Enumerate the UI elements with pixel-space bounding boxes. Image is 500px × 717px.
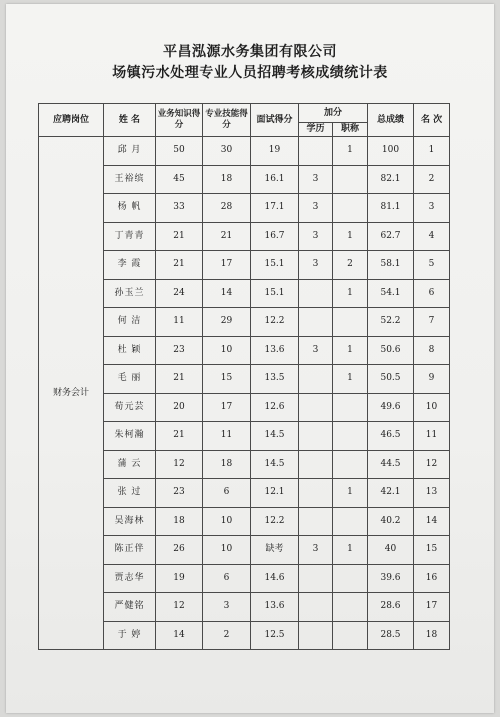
cell-total: 50.5 <box>368 365 414 394</box>
cell-professional-skill: 2 <box>203 621 251 650</box>
cell-interview: 12.2 <box>251 507 299 536</box>
cell-interview: 16.7 <box>251 222 299 251</box>
table-title: 场镇污水处理专业人员招聘考核成绩统计表 <box>112 65 388 81</box>
cell-total: 62.7 <box>368 222 414 251</box>
cell-rank: 15 <box>414 536 450 565</box>
cell-business-knowledge: 12 <box>156 450 203 479</box>
cell-professional-skill: 3 <box>203 593 251 622</box>
cell-professional-skill: 17 <box>203 251 251 280</box>
cell-business-knowledge: 21 <box>156 251 203 280</box>
cell-name: 吴海林 <box>104 507 156 536</box>
cell-business-knowledge: 24 <box>156 279 203 308</box>
cell-business-knowledge: 23 <box>156 479 203 508</box>
cell-total: 40.2 <box>368 507 414 536</box>
cell-name: 朱柯瀚 <box>104 422 156 451</box>
cell-rank: 3 <box>414 194 450 223</box>
cell-interview: 12.5 <box>251 621 299 650</box>
cell-business-knowledge: 26 <box>156 536 203 565</box>
cell-bonus-education: 3 <box>299 251 333 280</box>
cell-interview: 17.1 <box>251 194 299 223</box>
cell-total: 44.5 <box>368 450 414 479</box>
cell-rank: 6 <box>414 279 450 308</box>
cell-bonus-title <box>333 621 368 650</box>
cell-name: 何 洁 <box>104 308 156 337</box>
cell-interview: 12.6 <box>251 393 299 422</box>
cell-business-knowledge: 45 <box>156 165 203 194</box>
cell-interview: 19 <box>251 137 299 166</box>
cell-bonus-title <box>333 564 368 593</box>
cell-bonus-education: 3 <box>299 536 333 565</box>
header-professional-skill: 专业技能得分 <box>203 104 251 137</box>
cell-professional-skill: 17 <box>203 393 251 422</box>
cell-bonus-title: 1 <box>333 365 368 394</box>
cell-professional-skill: 21 <box>203 222 251 251</box>
cell-bonus-title <box>333 194 368 223</box>
cell-business-knowledge: 21 <box>156 365 203 394</box>
cell-bonus-education: 3 <box>299 194 333 223</box>
company-name: 平昌泓源水务集团有限公司 <box>163 44 337 60</box>
cell-professional-skill: 10 <box>203 536 251 565</box>
document-title-block <box>6 42 494 84</box>
cell-rank: 7 <box>414 308 450 337</box>
cell-name: 荀元芸 <box>104 393 156 422</box>
cell-business-knowledge: 23 <box>156 336 203 365</box>
cell-bonus-title: 1 <box>333 279 368 308</box>
cell-bonus-education: 3 <box>299 336 333 365</box>
cell-bonus-title <box>333 593 368 622</box>
cell-business-knowledge: 33 <box>156 194 203 223</box>
cell-rank: 5 <box>414 251 450 280</box>
cell-total: 46.5 <box>368 422 414 451</box>
header-bonus: 加分 <box>299 104 368 123</box>
cell-bonus-education <box>299 507 333 536</box>
cell-interview: 缺考 <box>251 536 299 565</box>
cell-bonus-education <box>299 308 333 337</box>
header-interview: 面试得分 <box>251 104 299 137</box>
score-table <box>38 103 450 650</box>
cell-bonus-title <box>333 422 368 451</box>
cell-rank: 1 <box>414 137 450 166</box>
cell-interview: 12.2 <box>251 308 299 337</box>
cell-bonus-title: 2 <box>333 251 368 280</box>
cell-bonus-education <box>299 137 333 166</box>
cell-bonus-education <box>299 479 333 508</box>
cell-professional-skill: 10 <box>203 507 251 536</box>
header-name: 姓 名 <box>104 104 156 137</box>
cell-rank: 9 <box>414 365 450 394</box>
cell-rank: 2 <box>414 165 450 194</box>
cell-bonus-education <box>299 365 333 394</box>
cell-business-knowledge: 21 <box>156 222 203 251</box>
header-rank: 名 次 <box>414 104 450 137</box>
cell-total: 100 <box>368 137 414 166</box>
cell-business-knowledge: 19 <box>156 564 203 593</box>
cell-interview: 13.6 <box>251 336 299 365</box>
cell-business-knowledge: 12 <box>156 593 203 622</box>
cell-bonus-education <box>299 279 333 308</box>
cell-professional-skill: 10 <box>203 336 251 365</box>
cell-bonus-education: 3 <box>299 165 333 194</box>
cell-professional-skill: 18 <box>203 165 251 194</box>
cell-rank: 12 <box>414 450 450 479</box>
cell-professional-skill: 15 <box>203 365 251 394</box>
cell-bonus-title <box>333 308 368 337</box>
cell-interview: 15.1 <box>251 251 299 280</box>
cell-professional-skill: 6 <box>203 479 251 508</box>
cell-name: 蒲 云 <box>104 450 156 479</box>
cell-bonus-education <box>299 393 333 422</box>
cell-business-knowledge: 20 <box>156 393 203 422</box>
cell-rank: 17 <box>414 593 450 622</box>
cell-bonus-education <box>299 564 333 593</box>
cell-name: 毛 丽 <box>104 365 156 394</box>
cell-bonus-title <box>333 450 368 479</box>
cell-interview: 15.1 <box>251 279 299 308</box>
cell-total: 50.6 <box>368 336 414 365</box>
cell-interview: 12.1 <box>251 479 299 508</box>
cell-total: 39.6 <box>368 564 414 593</box>
cell-name: 贾志华 <box>104 564 156 593</box>
cell-name: 陈正伴 <box>104 536 156 565</box>
cell-professional-skill: 29 <box>203 308 251 337</box>
cell-bonus-title <box>333 165 368 194</box>
cell-bonus-title: 1 <box>333 137 368 166</box>
cell-rank: 16 <box>414 564 450 593</box>
header-position: 应聘岗位 <box>39 104 104 137</box>
cell-total: 82.1 <box>368 165 414 194</box>
cell-total: 40 <box>368 536 414 565</box>
cell-professional-skill: 11 <box>203 422 251 451</box>
cell-bonus-title <box>333 507 368 536</box>
cell-rank: 10 <box>414 393 450 422</box>
cell-interview: 13.5 <box>251 365 299 394</box>
cell-total: 49.6 <box>368 393 414 422</box>
cell-total: 28.6 <box>368 593 414 622</box>
header-bonus-title: 职称 <box>333 123 368 137</box>
cell-bonus-title: 1 <box>333 536 368 565</box>
table-row <box>39 137 450 166</box>
cell-total: 58.1 <box>368 251 414 280</box>
cell-bonus-title: 1 <box>333 336 368 365</box>
cell-name: 杨 帆 <box>104 194 156 223</box>
cell-business-knowledge: 18 <box>156 507 203 536</box>
cell-name: 严健铭 <box>104 593 156 622</box>
cell-business-knowledge: 14 <box>156 621 203 650</box>
cell-name: 李 霞 <box>104 251 156 280</box>
header-business-knowledge: 业务知识得分 <box>156 104 203 137</box>
cell-total: 42.1 <box>368 479 414 508</box>
header-total: 总成绩 <box>368 104 414 137</box>
header-bonus-education: 学历 <box>299 123 333 137</box>
cell-name: 于 婷 <box>104 621 156 650</box>
cell-interview: 14.5 <box>251 422 299 451</box>
cell-professional-skill: 30 <box>203 137 251 166</box>
cell-professional-skill: 18 <box>203 450 251 479</box>
cell-position: 财务会计 <box>39 137 104 650</box>
cell-interview: 16.1 <box>251 165 299 194</box>
cell-rank: 14 <box>414 507 450 536</box>
cell-bonus-education: 3 <box>299 222 333 251</box>
cell-name: 丁青青 <box>104 222 156 251</box>
cell-professional-skill: 28 <box>203 194 251 223</box>
cell-bonus-education <box>299 593 333 622</box>
cell-bonus-education <box>299 422 333 451</box>
cell-total: 52.2 <box>368 308 414 337</box>
cell-rank: 13 <box>414 479 450 508</box>
cell-total: 28.5 <box>368 621 414 650</box>
cell-business-knowledge: 50 <box>156 137 203 166</box>
cell-professional-skill: 6 <box>203 564 251 593</box>
cell-interview: 13.6 <box>251 593 299 622</box>
cell-bonus-title <box>333 393 368 422</box>
cell-bonus-title: 1 <box>333 479 368 508</box>
cell-name: 张 过 <box>104 479 156 508</box>
cell-name: 孙玉兰 <box>104 279 156 308</box>
cell-rank: 11 <box>414 422 450 451</box>
cell-total: 81.1 <box>368 194 414 223</box>
cell-business-knowledge: 11 <box>156 308 203 337</box>
cell-interview: 14.6 <box>251 564 299 593</box>
cell-total: 54.1 <box>368 279 414 308</box>
cell-interview: 14.5 <box>251 450 299 479</box>
cell-business-knowledge: 21 <box>156 422 203 451</box>
cell-name: 杜 颖 <box>104 336 156 365</box>
cell-rank: 18 <box>414 621 450 650</box>
cell-bonus-education <box>299 450 333 479</box>
cell-rank: 8 <box>414 336 450 365</box>
cell-bonus-education <box>299 621 333 650</box>
cell-rank: 4 <box>414 222 450 251</box>
cell-bonus-title: 1 <box>333 222 368 251</box>
cell-professional-skill: 14 <box>203 279 251 308</box>
cell-name: 王裕缤 <box>104 165 156 194</box>
cell-name: 邱 月 <box>104 137 156 166</box>
